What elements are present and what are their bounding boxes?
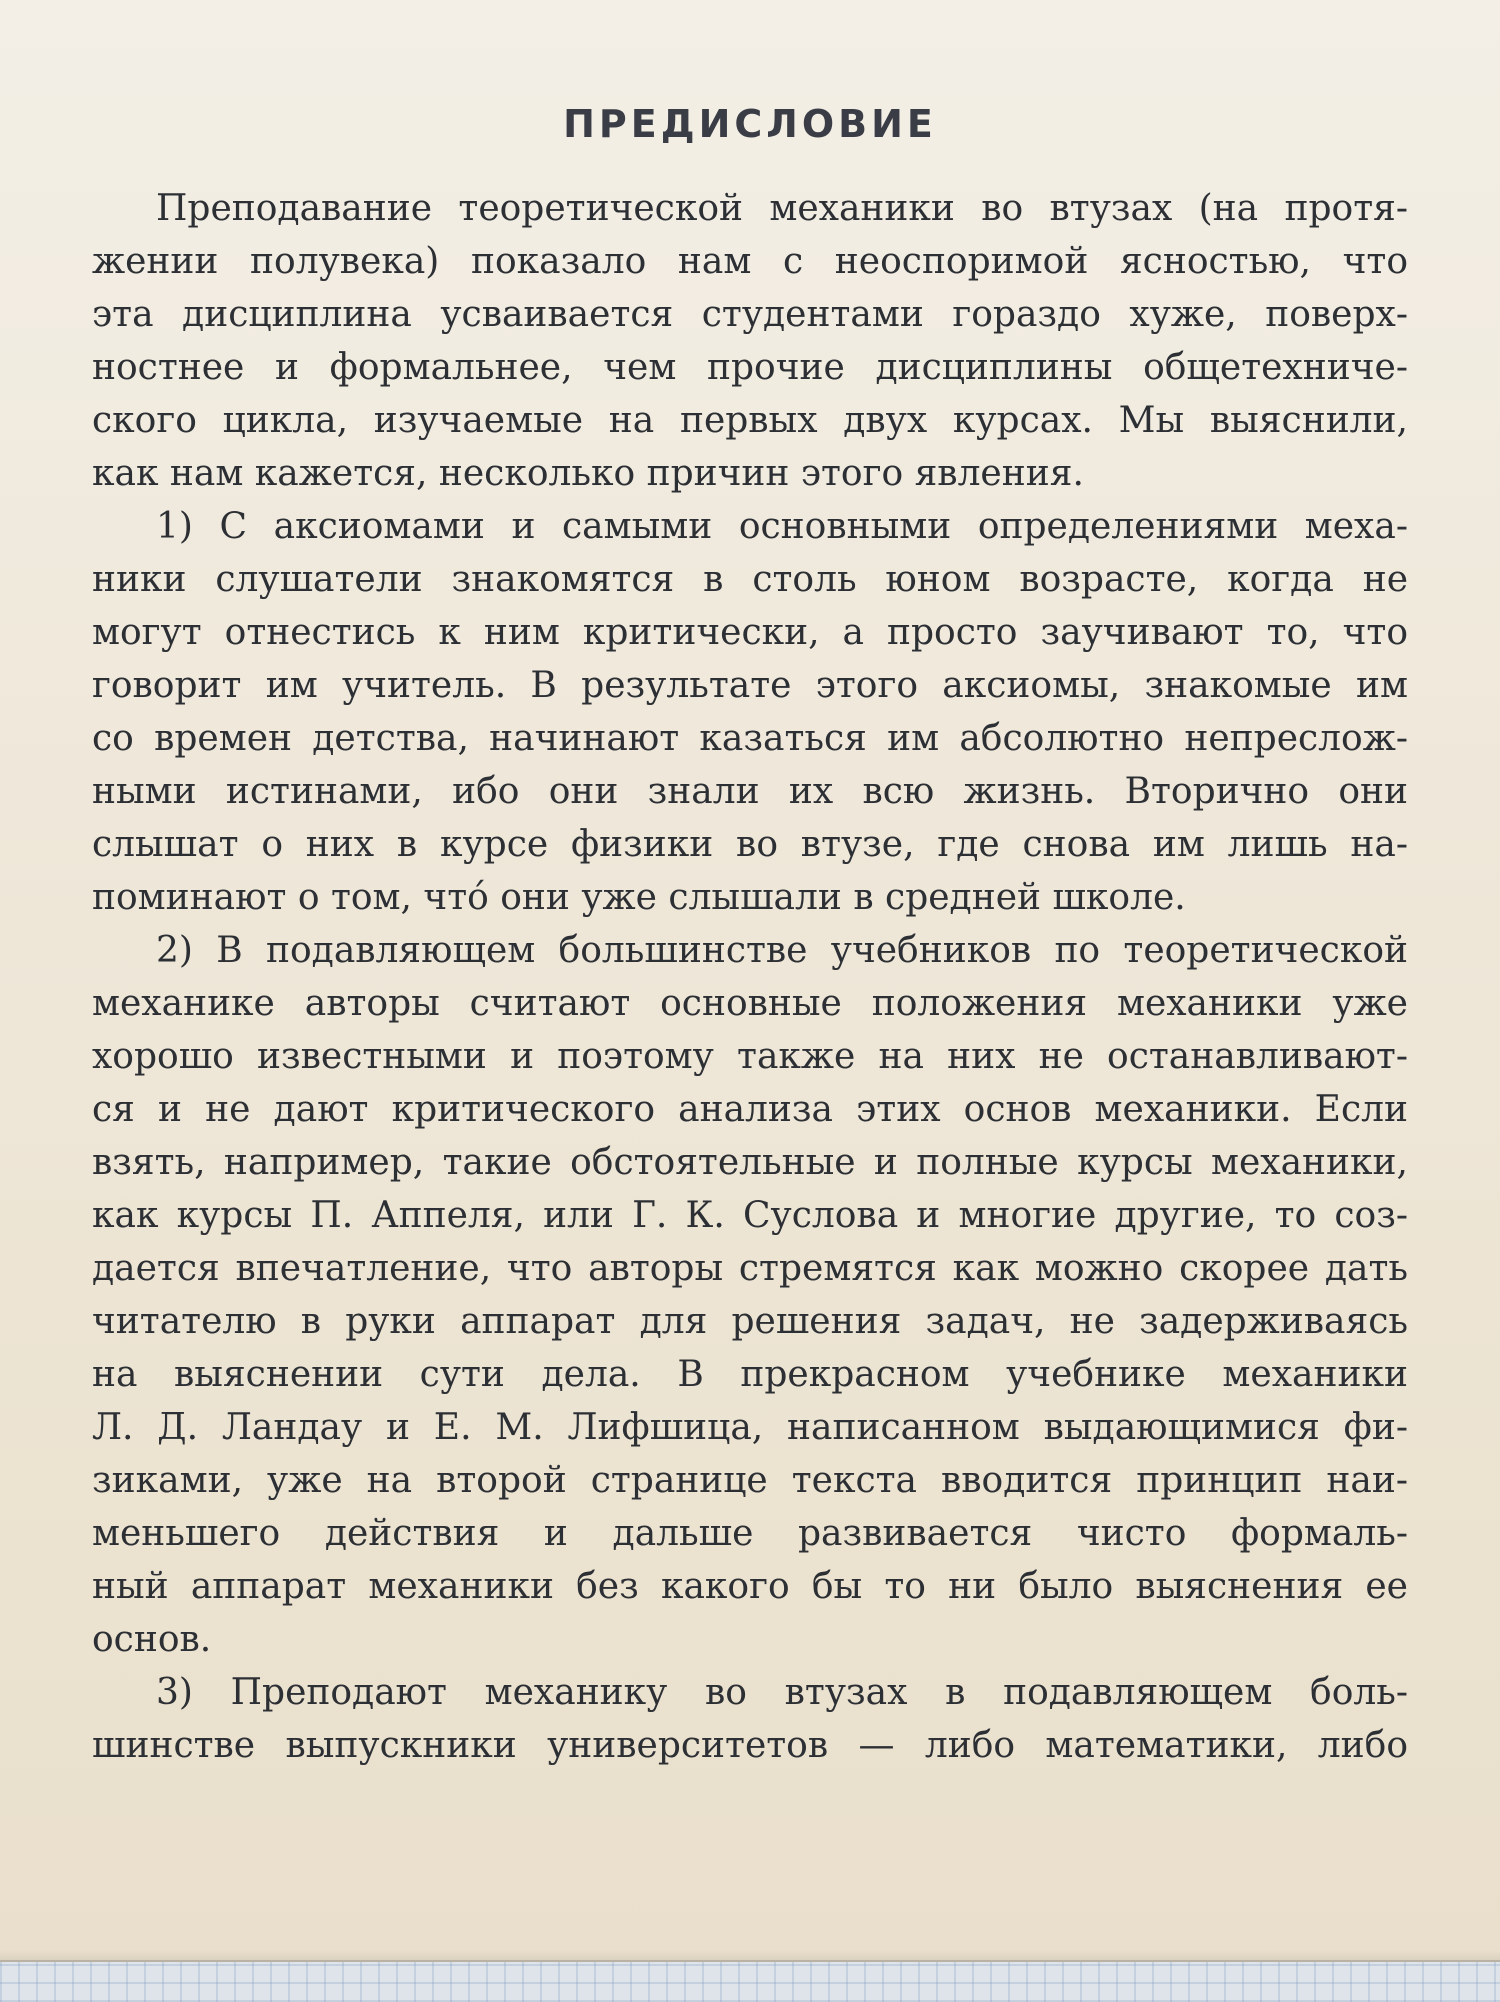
text-line: взять, например, такие обстоятельные и полные курсы механики, — [92, 1142, 1408, 1183]
text-line: зиками, уже на второй странице текста вводится принцип наи- — [92, 1460, 1408, 1501]
text-line: 3) Преподают механику во втузах в подавляющем боль- — [156, 1672, 1408, 1713]
text-line: дается впечатление, что авторы стремятся как можно скорее дать — [92, 1248, 1408, 1289]
text-line: поминают о том, что́ они уже слышали в средней школе. — [92, 877, 1186, 918]
text-line: ники слушатели знакомятся в столь юном возрасте, когда не — [92, 559, 1408, 600]
text-line: 2) В подавляющем большинстве учебников по теоретической — [156, 930, 1408, 971]
text-line: ными истинами, ибо они знали их всю жизнь. Вторично они — [92, 771, 1408, 812]
text-line: меньшего действия и дальше развивается чисто формаль- — [92, 1513, 1408, 1554]
text-line: основ. — [92, 1619, 212, 1660]
text-line: Л. Д. Ландау и Е. М. Лифшица, написанном выдающимися фи- — [92, 1407, 1408, 1448]
text-line: шинстве выпускники университетов — либо математики, либо — [92, 1725, 1408, 1766]
text-line: как курсы П. Аппеля, или Г. К. Суслова и многие другие, то соз- — [92, 1195, 1408, 1236]
text-line: 1) С аксиомами и самыми основными определениями меха- — [156, 506, 1408, 547]
text-line: читателю в руки аппарат для решения задач, не задерживаясь — [92, 1301, 1408, 1342]
text-line: ностнее и формальнее, чем прочие дисциплины общетехниче- — [92, 347, 1408, 388]
text-line: эта дисциплина усваивается студентами гораздо хуже, поверх- — [92, 294, 1408, 335]
text-line: на выяснении сути дела. В прекрасном учебнике механики — [92, 1354, 1408, 1395]
paragraph-1 — [92, 182, 1408, 500]
paragraph-4 — [92, 1666, 1408, 1772]
text-line: могут отнестись к ним критически, а просто заучивают то, что — [92, 612, 1408, 653]
paragraph-2 — [92, 500, 1408, 924]
text-line: жении полувека) показало нам с неоспоримой ясностью, что — [92, 241, 1408, 282]
text-line: ся и не дают критического анализа этих основ механики. Если — [92, 1089, 1408, 1130]
text-line: Преподавание теоретической механики во втузах (на протя- — [156, 188, 1408, 229]
paragraph-3 — [92, 924, 1408, 1666]
text-line: ского цикла, изучаемые на первых двух курсах. Мы выяснили, — [92, 400, 1408, 441]
background-surface — [0, 1960, 1500, 2002]
text-line: со времен детства, начинают казаться им абсолютно непреслож- — [92, 718, 1408, 759]
page-title: ПРЕДИСЛОВИЕ — [563, 102, 937, 146]
text-line: хорошо известными и поэтому также на них не останавливают- — [92, 1036, 1408, 1077]
text-line: ный аппарат механики без какого бы то ни было выяснения ее — [92, 1566, 1408, 1607]
text-line: механике авторы считают основные положения механики уже — [92, 983, 1408, 1024]
text-line: как нам кажется, несколько причин этого явления. — [92, 453, 1084, 494]
text-line: говорит им учитель. В результате этого аксиомы, знакомые им — [92, 665, 1408, 706]
text-line: слышат о них в курсе физики во втузе, где снова им лишь на- — [92, 824, 1408, 865]
